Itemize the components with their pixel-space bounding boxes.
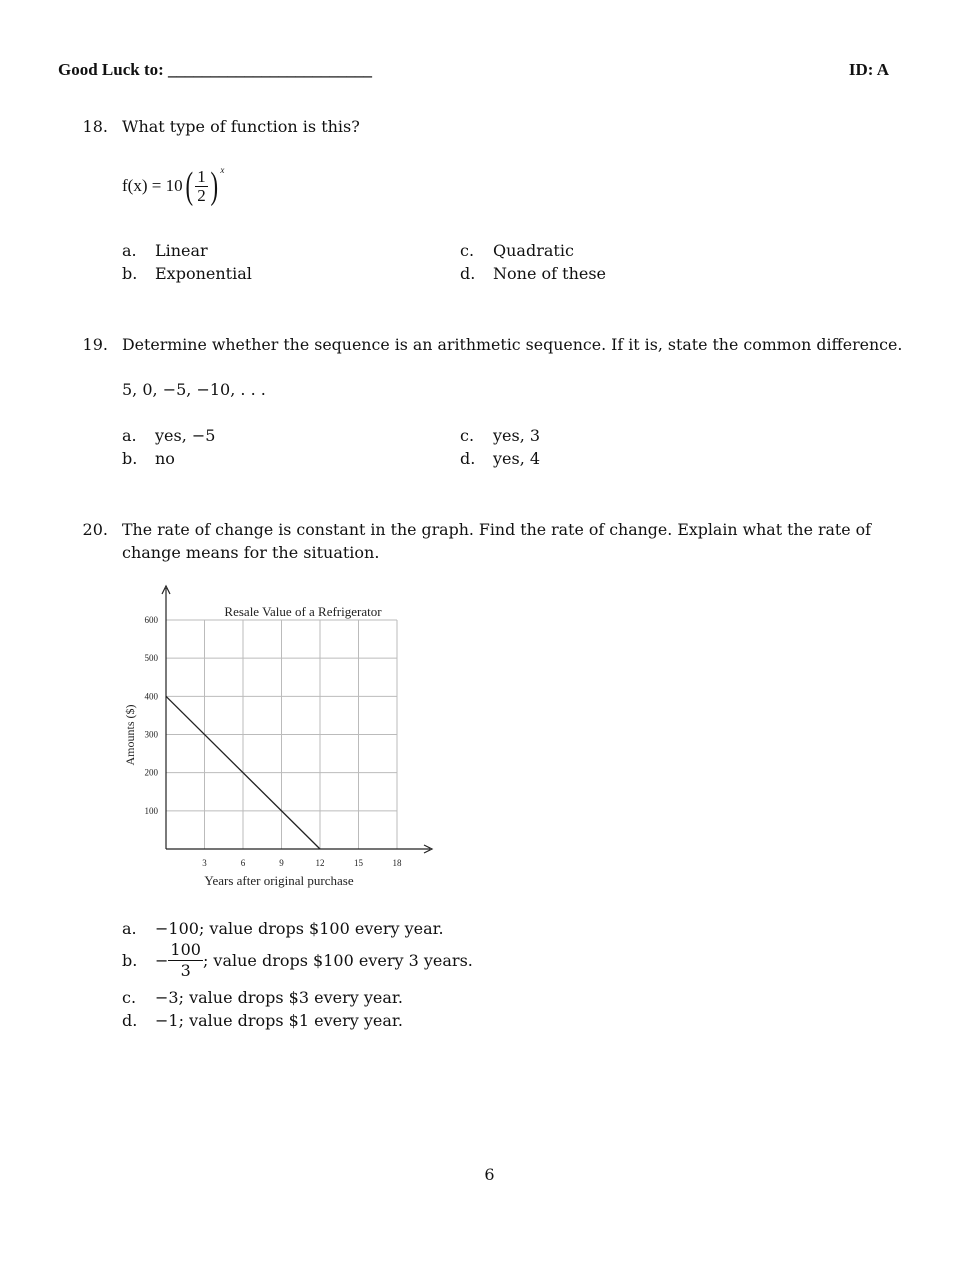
choice-text[interactable]: no	[155, 449, 175, 468]
question-prompt-line1: The rate of change is constant in the graph. Find the rate of change. Explain what the rate of	[122, 520, 872, 539]
choice-text[interactable]: Exponential	[155, 264, 252, 283]
sequence: 5, 0, −5, −10, . . .	[122, 380, 266, 399]
choice-letter: d.	[460, 449, 476, 468]
chart-ticks	[145, 615, 403, 868]
question-prompt: What type of function is this?	[122, 117, 360, 136]
choice-text[interactable]: −100; value drops $100 every year.	[155, 919, 444, 938]
x-tick-label: 18	[392, 858, 402, 868]
choice-letter: a.	[122, 919, 137, 938]
choice-letter: b.	[122, 264, 138, 283]
choice-letter: b.	[122, 449, 138, 468]
y-tick-label: 400	[144, 691, 158, 702]
question-number: 19.	[82, 335, 108, 354]
formula-lhs: f(x) = 10	[122, 176, 183, 195]
choice-letter: a.	[122, 426, 137, 445]
question-number: 18.	[82, 117, 108, 136]
question-prompt: Determine whether the sequence is an arithmetic sequence. If it is, state the common difference.	[122, 335, 903, 354]
header-id: ID: A	[848, 60, 889, 79]
choice-letter: c.	[460, 241, 475, 260]
y-tick-label: 300	[144, 729, 158, 740]
choice-text[interactable]: Linear	[155, 241, 208, 260]
formula-exponent: x	[220, 165, 225, 176]
x-tick-label: 6	[240, 858, 246, 868]
page-number: 6	[484, 1165, 495, 1184]
choice-text[interactable]: Quadratic	[493, 241, 574, 260]
choice-text[interactable]: −1; value drops $1 every year.	[155, 1011, 403, 1030]
x-tick-label: 9	[279, 858, 284, 868]
y-tick-label: 600	[144, 615, 158, 625]
choice-letter: d.	[122, 1011, 138, 1030]
resale-value-chart	[110, 575, 450, 895]
y-tick-label: 200	[144, 767, 158, 778]
chart-grid	[166, 620, 397, 849]
x-tick-label: 15	[354, 858, 363, 868]
choice-text[interactable]: None of these	[493, 264, 607, 283]
x-tick-label: 3	[202, 858, 207, 868]
chart-ylabel: Amounts ($)	[123, 704, 137, 766]
choice-letter: b.	[122, 951, 138, 970]
header-name-field: Good Luck to: ________________________	[58, 60, 373, 79]
formula-fraction: $\frac{1}{2}$	[197, 166, 206, 205]
choice-letter: c.	[460, 426, 475, 445]
y-tick-label: 500	[144, 653, 158, 664]
y-tick-label: 100	[144, 805, 158, 816]
chart-xlabel: Years after original purchase	[204, 873, 354, 888]
choice-text[interactable]: yes, 3	[493, 426, 541, 445]
left-paren: (	[185, 165, 193, 207]
choice-text[interactable]: −3; value drops $3 every year.	[155, 988, 403, 1007]
chart-axes	[162, 586, 432, 853]
function-formula	[122, 166, 224, 214]
chart-title: Resale Value of a Refrigerator	[224, 604, 382, 619]
choice-fraction: $\frac{100}{3}$	[170, 940, 201, 980]
x-tick-label: 12	[315, 858, 325, 868]
right-paren: )	[210, 165, 218, 207]
choice-text[interactable]: yes, 4	[493, 449, 541, 468]
question-prompt-line2: change means for the situation.	[122, 543, 380, 562]
choice-letter: a.	[122, 241, 137, 260]
question-number: 20.	[82, 520, 108, 539]
choice-text[interactable]: yes, −5	[155, 426, 216, 445]
choice-letter: d.	[460, 264, 476, 283]
choice-letter: c.	[122, 988, 137, 1007]
choice-text[interactable]: − $\frac{100}{3}$ ; value drops $100 every 3 years.	[155, 940, 473, 980]
